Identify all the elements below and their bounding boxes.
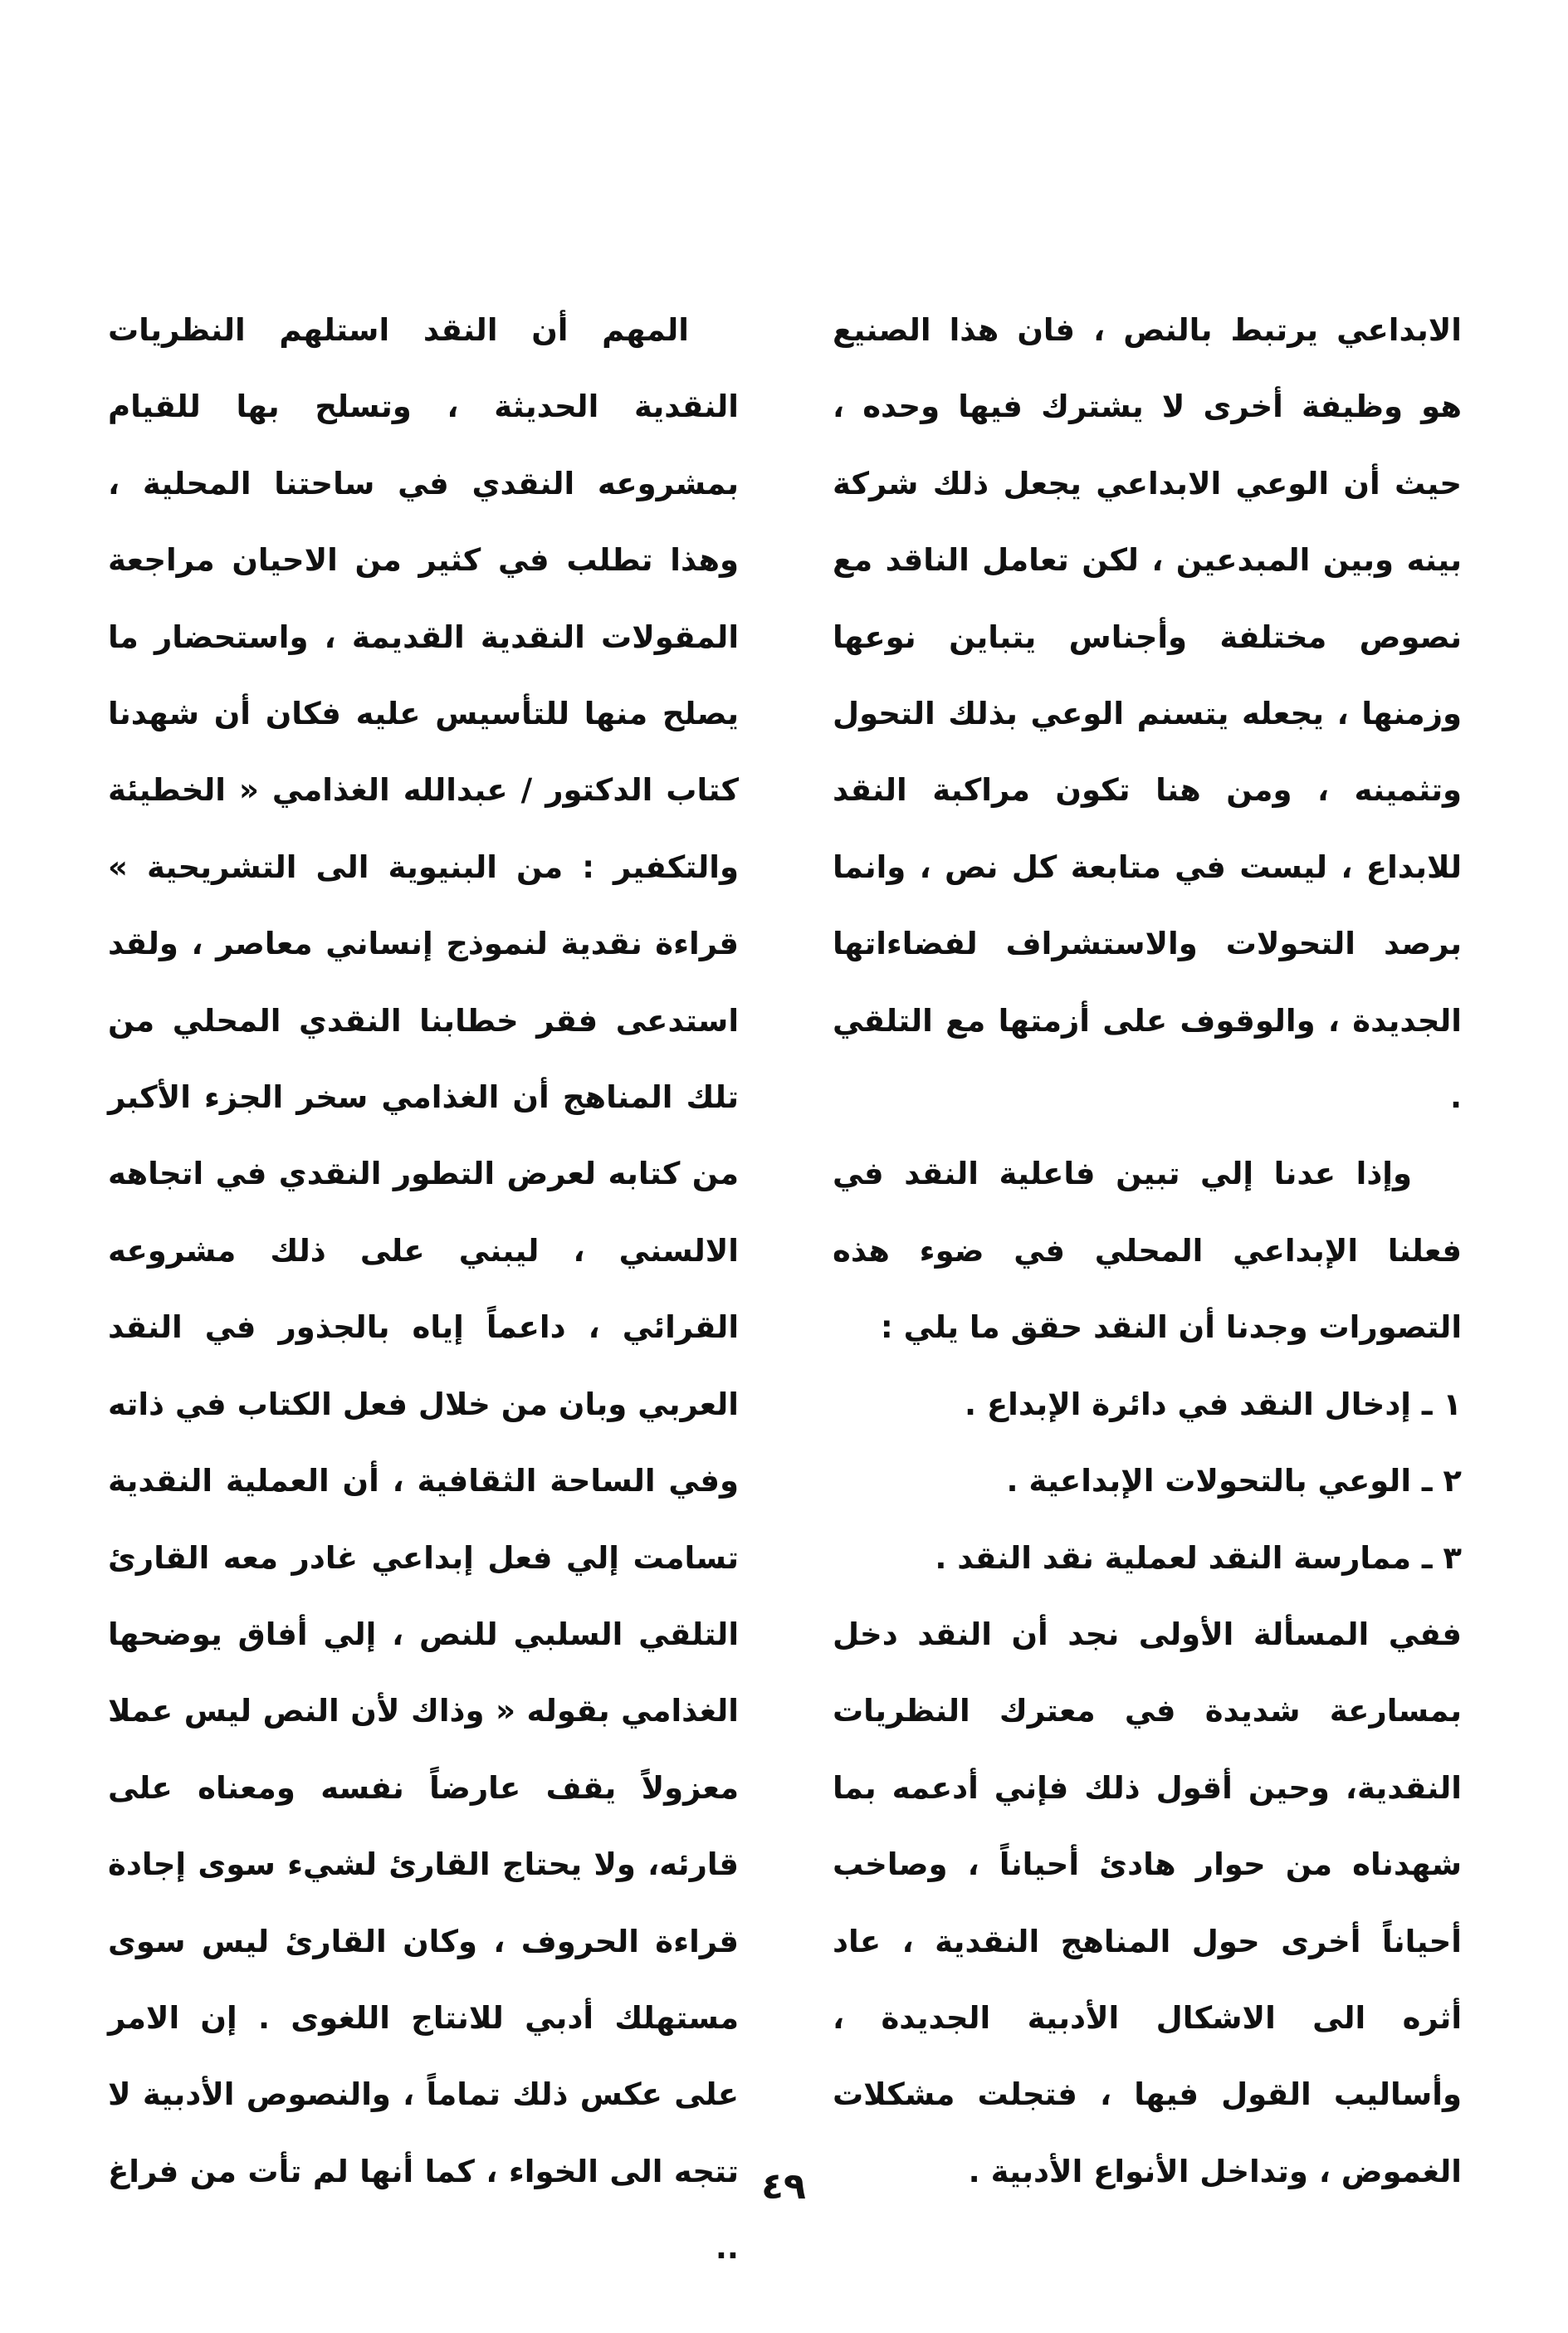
page-number: ٤٩	[761, 2165, 806, 2208]
paragraph: المهم أن النقد استلهم النظريات النقدية الحديثة ، وتسلح بها للقيام بمشروعه النقدي في ساحتنا المحلية ، وهذا تطلب في كثير من الاحيان مراجعة المقولات النقدية القديمة ، واستحضار ما يصلح منها للتأسيس عليه فكان أن شهدنا كتاب الدكتور / عبدالله الغذامي « الخطيئة والتكفير : من البنيوية الى التشريحية » قراءة نقدية لنموذج إنساني معاصر ، ولقد استدعى فقر خطابنا النقدي المحلي من تلك المناهج أن الغذامي سخر الجزء الأكبر من كتابه لعرض التطور النقدي في اتجاهه الالسني ، ليبني على ذلك مشروعه القرائي ، داعماً إياه بالجذور في النقد العربي وبان من خلال فعل الكتاب في ذاته وفي الساحة الثقافية ، أن العملية النقدية تسامت إلي فعل إبداعي غادر معه القارئ التلقي السلبي للنص ، إلي أفاق يوضحها الغذامي بقوله « وذاك لأن النص ليس عملا معزولاً يقف عارضاً نفسه ومعناه على قارئه، ولا يحتاج القارئ لشيء سوى إجادة قراءة الحروف ، وكان القارئ ليس سوى مستهلك أدبي للانتاج اللغوى . إن الامر على عكس ذلك تماماً ، والنصوص الأدبية لا تتجه الى الخواء ، كما أنها لم تأت من فراغ ..	[108, 312, 739, 2267]
list-item: ١ ـ إدخال النقد في دائرة الإبداع .	[964, 1386, 1462, 1422]
paragraph: وإذا عدنا إلي تبين فاعلية النقد في فعلنا الإبداعي المحلي في ضوء هذه التصورات وجدنا أن النقد حقق ما يلي :	[833, 1156, 1462, 1346]
left-column	[108, 292, 739, 2287]
paragraph: ففي المسألة الأولى نجد أن النقد دخل بمسارعة شديدة في معترك النظريات النقدية، وحين أقول ذلك فإني أدعمه بما شهدناه من حوار هادئ أحياناً ، وصاخب أحياناً أخرى حول المناهج النقدية ، عاد أثره الى الاشكال الأدبية الجديدة ، وأساليب القول فيها ، فتجلت مشكلات الغموض ، وتداخل الأنواع الأدبية .	[833, 1616, 1462, 2189]
paragraph: الابداعي يرتبط بالنص ، فان هذا الصنيع هو وظيفة أخرى لا يشترك فيها وحده ، حيث أن الوعي الابداعي يجعل ذلك شركة بينه وبين المبدعين ، لكن تعامل الناقد مع نصوص مختلفة وأجناس يتباين نوعها وزمنها ، يجعله يتسنم الوعي بذلك التحول وتثمينه ، ومن هنا تكون مراكبة النقد للابداع ، ليست في متابعة كل نص ، وانما برصد التحولات والاستشراف لفضاءاتها الجديدة ، والوقوف على أزمتها مع التلقي .	[833, 312, 1462, 1116]
list-item: ٢ ـ الوعي بالتحولات الإبداعية .	[1006, 1463, 1462, 1499]
right-column	[833, 292, 1462, 2210]
list-item: ٣ ـ ممارسة النقد لعملية نقد النقد .	[935, 1539, 1462, 1576]
